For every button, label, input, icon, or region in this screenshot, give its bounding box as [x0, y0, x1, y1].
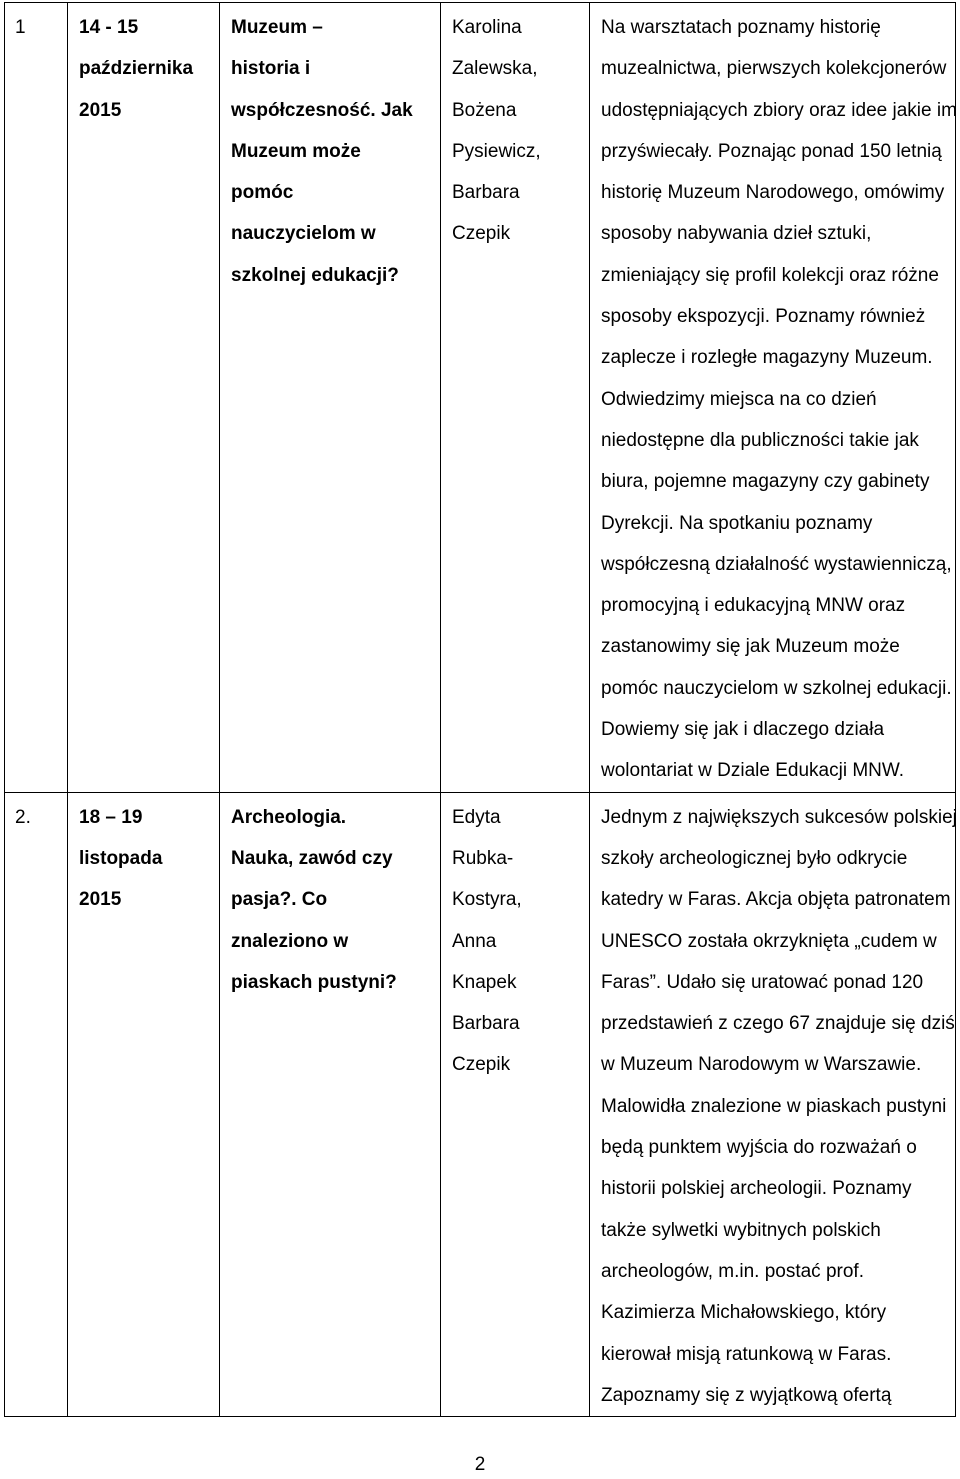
cell-description-line: UNESCO została okrzyknięta „cudem w	[601, 930, 937, 952]
cell-description-line: historii polskiej archeologii. Poznamy	[601, 1178, 912, 1200]
cell-title-line: Muzeum może	[231, 140, 361, 162]
cell-authors-line: Czepik	[452, 1054, 511, 1076]
cell-description-line: także sylwetki wybitnych polskich	[601, 1219, 881, 1241]
cell-description-line: w Muzeum Narodowym w Warszawie.	[601, 1054, 922, 1076]
cell-number	[5, 3, 68, 793]
cell-description-line: niedostępne dla publiczności takie jak	[601, 429, 919, 451]
cell-description	[590, 792, 956, 1416]
cell-title	[220, 3, 441, 793]
cell-title-line: pomóc	[231, 182, 294, 204]
cell-description-line: archeologów, m.in. postać prof.	[601, 1260, 864, 1282]
cell-description-line: Na warsztatach poznamy historię	[601, 17, 881, 38]
cell-description-line: będą punktem wyjścia do rozważań o	[601, 1137, 917, 1159]
cell-authors	[441, 3, 590, 793]
cell-title-line: nauczycielom w	[231, 223, 376, 245]
cell-description-line: sposoby nabywania dzieł sztuki,	[601, 223, 872, 245]
cell-date	[68, 3, 220, 793]
cell-title-line: Nauka, zawód czy	[231, 847, 393, 869]
cell-date-line: 14 - 15	[79, 17, 139, 38]
cell-description-line: Malowidła znalezione w piaskach pustyni	[601, 1095, 947, 1117]
cell-title	[220, 792, 441, 1416]
cell-description-line: historię Muzeum Narodowego, omówimy	[601, 182, 945, 204]
cell-description-line: sposoby ekspozycji. Poznamy również	[601, 306, 926, 328]
cell-authors-line: Edyta	[452, 806, 501, 828]
cell-description	[590, 3, 956, 793]
cell-description-line: promocyjną i edukacyjną MNW oraz	[601, 595, 906, 617]
cell-authors-line: Kostyra,	[452, 889, 522, 911]
page-number: 2	[474, 1454, 486, 1475]
cell-description-line: muzealnictwa, pierwszych kolekcjonerów	[601, 58, 947, 80]
cell-authors	[441, 792, 590, 1416]
cell-number-value: 1	[15, 17, 26, 38]
cell-authors-line: Czepik	[452, 223, 511, 245]
cell-authors-line: Zalewska,	[452, 58, 538, 80]
cell-description-line: Odwiedzimy miejsca na co dzień	[601, 388, 877, 410]
cell-description-line: przedstawień z czego 67 znajduje się dziś	[601, 1013, 955, 1035]
cell-date-line: 2015	[79, 99, 122, 121]
cell-description-line: katedry w Faras. Akcja objęta patronatem	[601, 889, 951, 911]
cell-authors-line: Rubka-	[452, 847, 514, 869]
cell-description-line: biura, pojemne magazyny czy gabinety	[601, 471, 930, 493]
schedule-body	[5, 3, 956, 1417]
cell-number-value: 2.	[15, 806, 31, 828]
cell-description-line: Faras”. Udało się uratować ponad 120	[601, 971, 924, 993]
cell-authors-line: Barbara	[452, 182, 520, 204]
cell-description-line: Jednym z największych sukcesów polskiej	[601, 806, 957, 828]
cell-authors-line: Barbara	[452, 1013, 520, 1035]
cell-date-line: listopada	[79, 847, 163, 869]
cell-number	[5, 792, 68, 1416]
cell-title-line: współczesność. Jak	[231, 99, 413, 121]
cell-description-line: Zapoznamy się z wyjątkową ofertą	[601, 1384, 892, 1406]
cell-date-line: października	[79, 58, 194, 80]
table-row	[5, 3, 956, 793]
cell-authors-line: Anna	[452, 930, 497, 952]
cell-title-line: znaleziono w	[231, 930, 349, 952]
cell-description-line: współczesną działalność wystawienniczą,	[601, 553, 952, 575]
cell-authors-line: Karolina	[452, 17, 522, 38]
cell-title-line: szkolnej edukacji?	[231, 264, 399, 286]
schedule-table	[4, 2, 956, 1417]
cell-authors-line: Pysiewicz,	[452, 140, 541, 162]
cell-title-line: piaskach pustyni?	[231, 971, 397, 993]
cell-date-line: 18 – 19	[79, 806, 143, 828]
cell-description-line: Dyrekcji. Na spotkaniu poznamy	[601, 512, 873, 534]
cell-authors-line: Bożena	[452, 99, 517, 121]
cell-date-line: 2015	[79, 889, 122, 911]
cell-title-line: Archeologia.	[231, 806, 347, 828]
cell-description-line: udostępniających zbiory oraz idee jakie im	[601, 99, 957, 121]
cell-description-line: Dowiemy się jak i dlaczego działa	[601, 719, 885, 741]
cell-title-line: historia i	[231, 58, 311, 80]
cell-description-line: pomóc nauczycielom w szkolnej edukacji.	[601, 677, 952, 699]
cell-description-line: kierował misją ratunkową w Faras.	[601, 1343, 892, 1365]
cell-date	[68, 792, 220, 1416]
cell-description-line: zaplecze i rozległe magazyny Muzeum.	[601, 347, 933, 369]
cell-title-line: Muzeum –	[231, 17, 323, 38]
cell-description-line: przyświecały. Poznając ponad 150 letnią	[601, 140, 942, 162]
cell-authors-line: Knapek	[452, 971, 517, 993]
cell-description-line: wolontariat w Dziale Edukacji MNW.	[601, 760, 905, 782]
cell-title-line: pasja?. Co	[231, 889, 328, 911]
table-row	[5, 792, 956, 1416]
cell-description-line: zastanowimy się jak Muzeum może	[601, 636, 900, 658]
cell-description-line: szkoły archeologicznej było odkrycie	[601, 847, 908, 869]
cell-description-line: Kazimierza Michałowskiego, który	[601, 1302, 887, 1324]
cell-description-line: zmieniający się profil kolekcji oraz różne	[601, 264, 939, 286]
